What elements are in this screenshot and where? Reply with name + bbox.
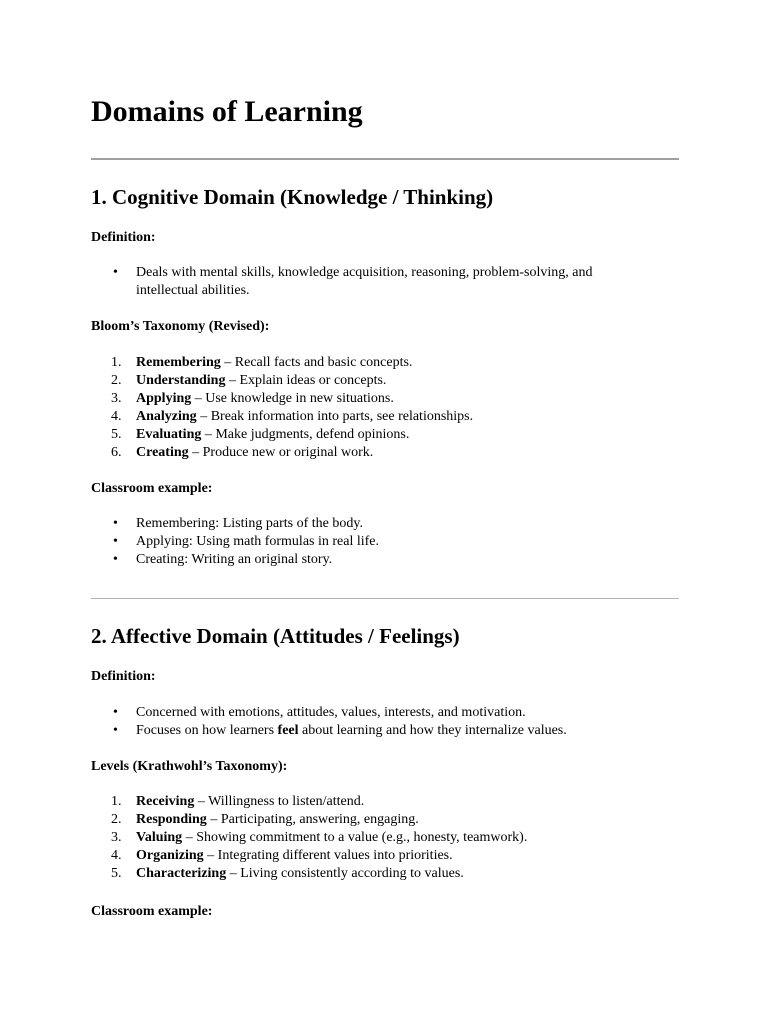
term-description: – Showing commitment to a value (e.g., honesty, teamwork). — [182, 830, 528, 845]
list-item — [91, 551, 651, 569]
term: Evaluating — [136, 427, 202, 442]
term: Valuing — [136, 830, 183, 845]
list-item — [91, 354, 651, 372]
term-description: – Produce new or original work. — [188, 445, 374, 460]
list-item-text: Remembering: Listing parts of the body. — [136, 516, 363, 531]
list-item — [91, 722, 651, 740]
list-item — [91, 847, 651, 865]
list-item — [91, 426, 651, 444]
bullet-marker: • — [113, 705, 118, 720]
section-heading-cognitive: 1. Cognitive Domain (Knowledge / Thinking) — [91, 185, 494, 209]
term: Characterizing — [136, 866, 227, 881]
term-description: – Willingness to listen/attend. — [194, 794, 365, 809]
bullet-marker: • — [113, 534, 118, 549]
list-number: 1. — [111, 794, 122, 809]
list-item — [91, 390, 651, 408]
list-item — [91, 515, 651, 533]
term-description: – Living consistently according to values. — [226, 866, 464, 881]
term-description: – Recall facts and basic concepts. — [220, 355, 413, 370]
taxonomy-label: Bloom’s Taxonomy (Revised): — [91, 319, 270, 334]
term-description: – Participating, answering, engaging. — [206, 812, 419, 827]
bullet-marker: • — [113, 723, 118, 738]
bullet-marker: • — [113, 265, 118, 280]
list-item-text: Creating: Writing an original story. — [136, 552, 333, 567]
list-item — [91, 533, 651, 551]
term: Applying — [136, 391, 192, 406]
term: Responding — [136, 812, 207, 827]
list-number: 2. — [111, 373, 122, 388]
list-item-text: Deals with mental skills, knowledge acquisition, reasoning, problem-solving, and intellectual abilities. — [136, 265, 593, 298]
term-description: – Break information into parts, see relationships. — [196, 409, 474, 424]
term: Organizing — [136, 848, 204, 863]
list-number: 3. — [111, 830, 122, 845]
page-title: Domains of Learning — [91, 95, 363, 128]
list-item-text-pre: Focuses on how learners — [136, 723, 278, 738]
list-number: 6. — [111, 445, 122, 460]
term-description: – Integrating different values into priorities. — [203, 848, 453, 863]
list-number: 5. — [111, 866, 122, 881]
definition-label: Definition: — [91, 669, 156, 684]
term: Creating — [136, 445, 189, 460]
list-item — [91, 811, 651, 829]
term-description: – Use knowledge in new situations. — [191, 391, 394, 406]
classroom-example-label: Classroom example: — [91, 904, 213, 919]
list-number: 2. — [111, 812, 122, 827]
list-number: 1. — [111, 355, 122, 370]
list-item — [91, 704, 651, 722]
list-item-text-post: about learning and how they internalize values. — [298, 723, 567, 738]
list-number: 3. — [111, 391, 122, 406]
classroom-example-label: Classroom example: — [91, 481, 213, 496]
list-number: 5. — [111, 427, 122, 442]
list-item — [91, 829, 651, 847]
definition-list — [91, 704, 651, 740]
list-item — [91, 865, 651, 883]
definition-list — [91, 264, 651, 300]
classroom-example-list — [91, 515, 651, 569]
krathwohl-taxonomy-list — [91, 793, 651, 883]
term: Receiving — [136, 794, 195, 809]
term-description: – Explain ideas or concepts. — [225, 373, 387, 388]
emphasis: feel — [277, 723, 299, 738]
term-description: – Make judgments, defend opinions. — [201, 427, 410, 442]
bullet-marker: • — [113, 552, 118, 567]
horizontal-rule — [91, 598, 679, 599]
list-number: 4. — [111, 409, 122, 424]
blooms-taxonomy-list — [91, 354, 651, 462]
taxonomy-label: Levels (Krathwohl’s Taxonomy): — [91, 759, 288, 774]
list-item — [91, 444, 651, 462]
definition-label: Definition: — [91, 230, 156, 245]
bullet-marker: • — [113, 516, 118, 531]
list-item — [91, 264, 651, 300]
list-item — [91, 372, 651, 390]
list-number: 4. — [111, 848, 122, 863]
term: Understanding — [136, 373, 226, 388]
list-item-text: Concerned with emotions, attitudes, values, interests, and motivation. — [136, 705, 526, 720]
term: Remembering — [136, 355, 221, 370]
section-heading-affective: 2. Affective Domain (Attitudes / Feelings) — [91, 624, 460, 648]
horizontal-rule — [91, 158, 679, 160]
list-item-text: Applying: Using math formulas in real life. — [136, 534, 380, 549]
list-item — [91, 408, 651, 426]
list-item — [91, 793, 651, 811]
term: Analyzing — [136, 409, 197, 424]
